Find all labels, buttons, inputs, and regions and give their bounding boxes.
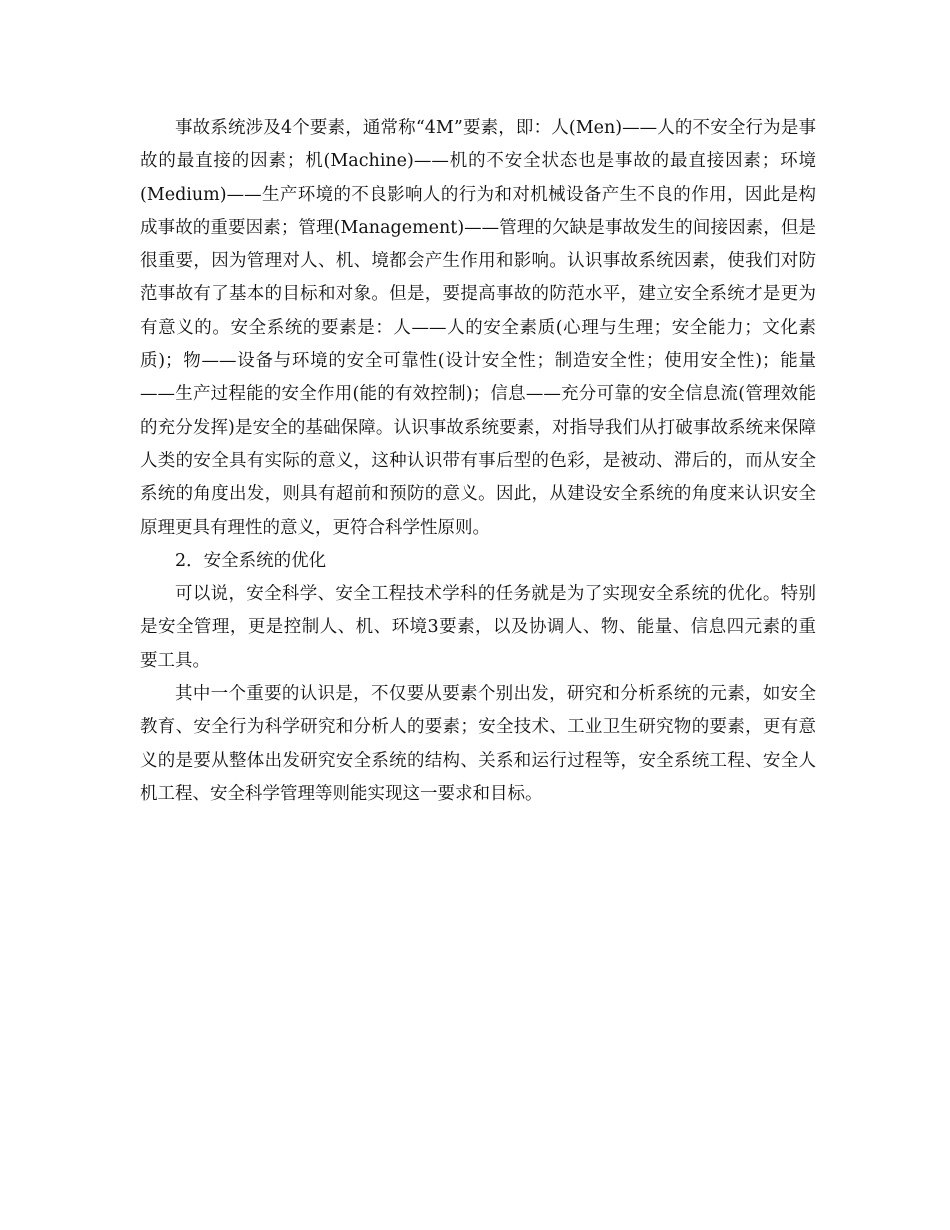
- paragraph-safety-discipline-task: 可以说，安全科学、安全工程技术学科的任务就是为了实现安全系统的优化。特别是安全管理，更是控制人、机、环境3要素，以及协调人、物、能量、信息四元素的重要工具。: [140, 584, 816, 671]
- document-body: [140, 112, 816, 811]
- paragraph-holistic-understanding: 其中一个重要的认识是，不仅要从要素个别出发，研究和分析系统的元素，如安全教育、安全行为科学研究和分析人的要素；安全技术、工业卫生研究物的要素，更有意义的是要从整体出发研究安全系统的结构、关系和运行过程等，安全系统工程、安全人机工程、安全科学管理等则能实现这一要求和目标。: [140, 684, 816, 804]
- section-heading-safety-system-optimization: 2．安全系统的优化: [175, 550, 327, 571]
- paragraph-accident-system-elements: 事故系统涉及4个要素，通常称“4M”要素，即：人(Men)——人的不安全行为是事故的最直接的因素；机(Machine)——机的不安全状态也是事故的最直接因素；环境(Medium)——生产环境的不良影响人的行为和对机械设备产生不良的作用，因此是构成事故的重要因素；管理(Management)——管理的欠缺是事故发生的间接因素，但是很重要，因为管理对人、机、境都会产生作用和影响。认识事故系统因素，使我们对防范事故有了基本的目标和对象。但是，要提高事故的防范水平，建立安全系统才是更为有意义的。安全系统的要素是：人——人的安全素质(心理与生理；安全能力；文化素质)；物——设备与环境的安全可靠性(设计安全性；制造安全性；使用安全性)；能量——生产过程能的安全作用(能的有效控制)；信息——充分可靠的安全信息流(管理效能的充分发挥)是安全的基础保障。认识事故系统要素，对指导我们从打破事故系统来保障人类的安全具有实际的意义，这种认识带有事后型的色彩，是被动、滞后的，而从安全系统的角度出发，则具有超前和预防的意义。因此，从建设安全系统的角度来认识安全原理更具有理性的意义，更符合科学性原则。: [140, 118, 816, 538]
